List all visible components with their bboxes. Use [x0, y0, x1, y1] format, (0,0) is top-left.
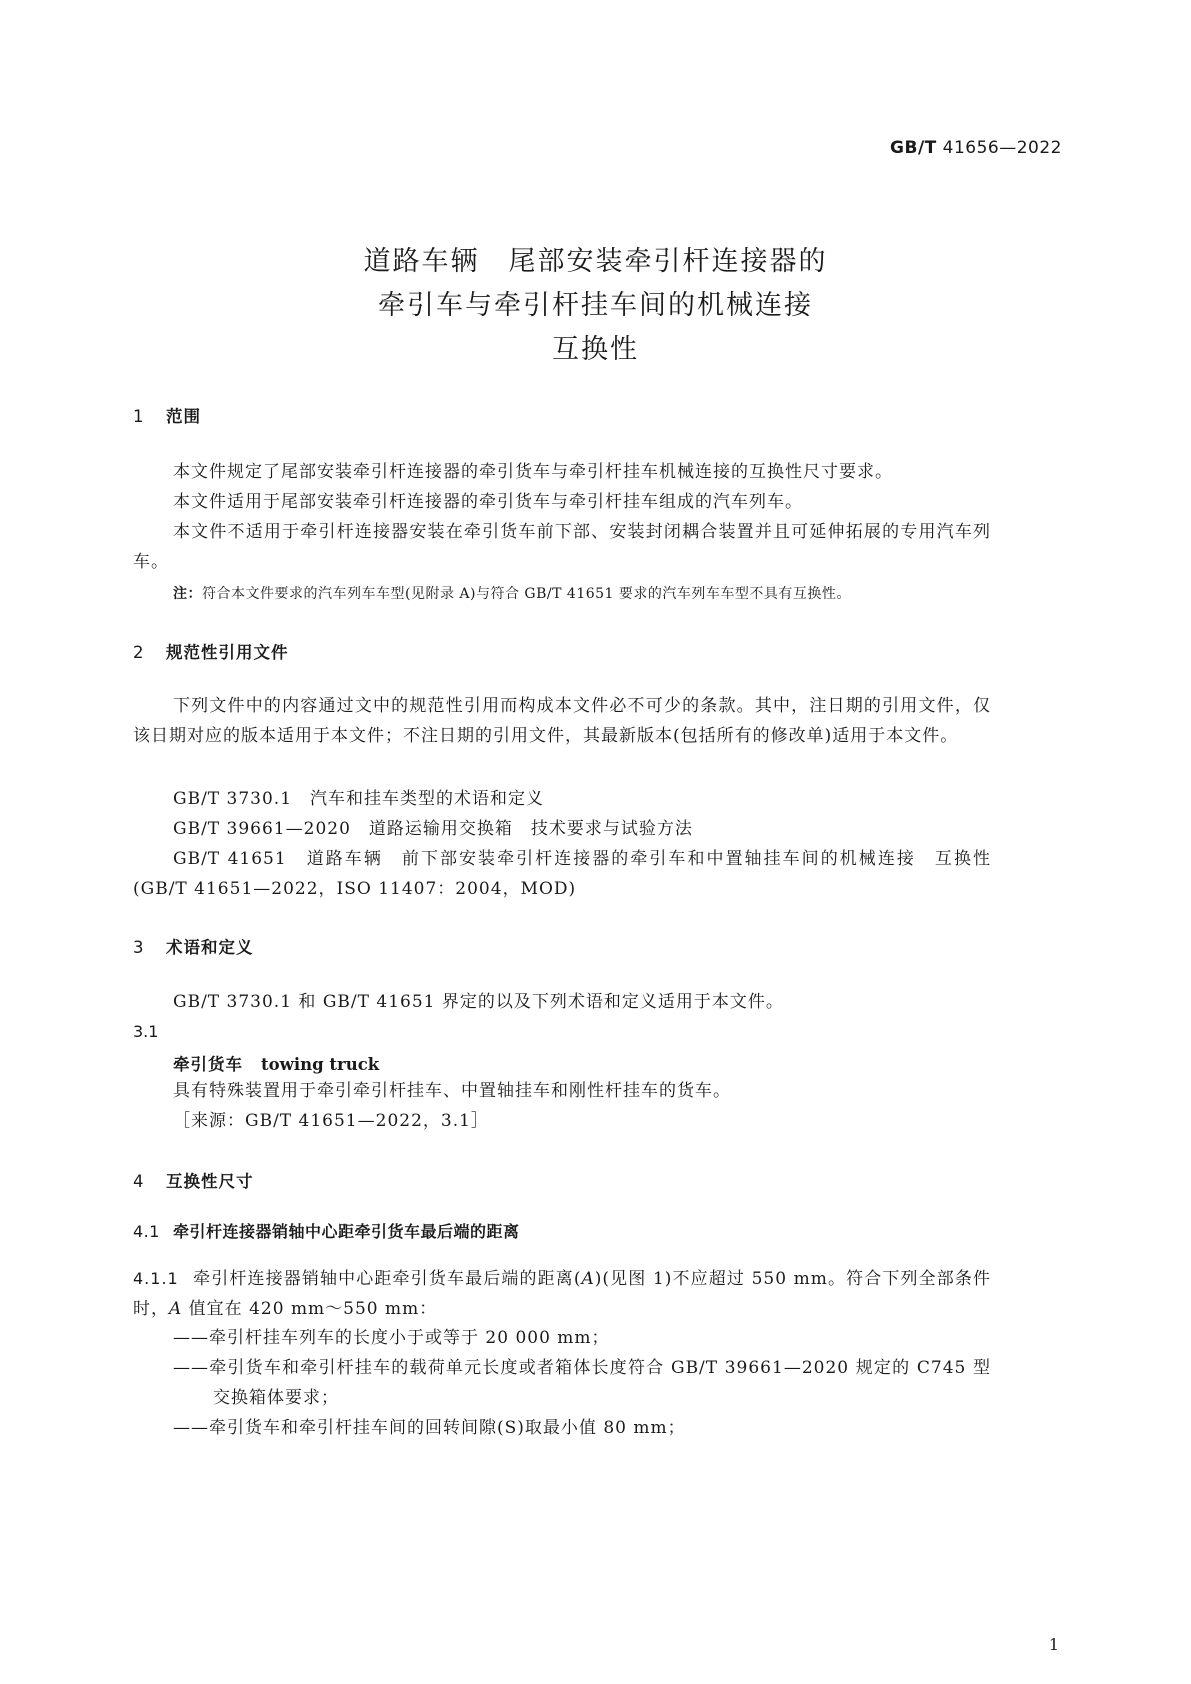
section-number: 1 [133, 407, 145, 426]
term-definition: 具有特殊装置用于牵引牵引杆挂车、中置轴挂车和刚性杆挂车的货车。 [173, 1081, 731, 1101]
subsection-title: 牵引杆连接器销轴中心距牵引货车最后端的距离 [173, 1222, 520, 1241]
section-3-heading [133, 934, 254, 958]
reference-item: GB/T 41651 道路车辆 前下部安装牵引杆连接器的牵引车和中置轴挂车间的机械连接 互换性(GB/T 41651—2022，ISO 11407：2004，MOD) [133, 849, 991, 899]
document-title [0, 240, 1191, 372]
note-label: 注： [173, 586, 202, 602]
clause-text-start: 牵引杆连接器销轴中心距牵引货车最后端的距离( [193, 1269, 582, 1289]
section-1-para-2: 本文件适用于尾部安装牵引杆连接器的牵引货车与牵引杆挂车组成的汽车列车。 [173, 492, 803, 512]
reference-item: GB/T 3730.1 汽车和挂车类型的术语和定义 [173, 789, 545, 809]
list-item: ——牵引货车和牵引杆挂车的载荷单元长度或者箱体长度符合 GB/T 39661—2020 规定的 C745 型交换箱体要求； [173, 1358, 991, 1408]
standard-prefix: GB/T [890, 138, 937, 158]
note-text: 符合本文件要求的汽车列车车型(见附录 A)与符合 GB/T 41651 要求的汽车列车车型不具有互换性。 [202, 586, 851, 602]
variable-a: A [581, 1269, 595, 1289]
standard-code: 41656—2022 [942, 138, 1062, 158]
clause-4-1-1 [133, 1264, 991, 1324]
term-number: 3.1 [133, 1022, 159, 1041]
term-entry [173, 1051, 379, 1075]
page-number: 1 [1048, 1635, 1059, 1654]
list-item: ——牵引货车和牵引杆挂车间的回转间隙(S)取最小值 80 mm； [173, 1418, 686, 1438]
section-1-para-1: 本文件规定了尾部安装牵引杆连接器的牵引货车与牵引杆挂车机械连接的互换性尺寸要求。 [173, 462, 893, 482]
list-item: ——牵引杆挂车列车的长度小于或等于 20 000 mm； [173, 1328, 610, 1348]
section-2-heading [133, 639, 289, 663]
term-english: towing truck [261, 1055, 380, 1074]
section-3-intro: GB/T 3730.1 和 GB/T 41651 界定的以及下列术语和定义适用于本文件。 [173, 992, 784, 1012]
title-line-3: 互换性 [552, 334, 639, 365]
subsection-4-1-heading [133, 1219, 520, 1242]
section-title: 规范性引用文件 [166, 643, 289, 662]
section-number: 4 [133, 1172, 145, 1191]
section-1-heading [133, 403, 201, 427]
section-title: 术语和定义 [166, 938, 254, 957]
title-line-2: 牵引车与牵引杆挂车间的机械连接 [378, 290, 813, 321]
clause-number: 4.1.1 [133, 1269, 179, 1288]
standard-number [890, 138, 1062, 158]
term-source: ［来源：GB/T 41651—2022，3.1］ [173, 1111, 489, 1131]
section-4-heading [133, 1168, 254, 1192]
section-1-para-3: 本文件不适用于牵引杆连接器安装在牵引货车前下部、安装封闭耦合装置并且可延伸拓展的专用汽车列车。 [133, 522, 991, 572]
section-title: 范围 [166, 407, 201, 426]
reference-item: GB/T 39661—2020 道路运输用交换箱 技术要求与试验方法 [173, 819, 693, 839]
clause-text-mid: )(见图 1)不应超过 550 mm。符合下列全部条件时， [133, 1269, 991, 1319]
section-1-note [173, 583, 851, 603]
section-number: 3 [133, 938, 145, 957]
term-chinese: 牵引货车 [173, 1055, 243, 1074]
variable-a: A [169, 1299, 183, 1319]
subsection-number: 4.1 [133, 1222, 160, 1241]
clause-text-end: 值宜在 420 mm～550 mm： [182, 1299, 438, 1319]
section-number: 2 [133, 643, 145, 662]
section-title: 互换性尺寸 [166, 1172, 254, 1191]
section-2-intro: 下列文件中的内容通过文中的规范性引用而构成本文件必不可少的条款。其中，注日期的引用文件，仅该日期对应的版本适用于本文件；不注日期的引用文件，其最新版本(包括所有的修改单)适用于本文件。 [133, 696, 991, 746]
title-line-1: 道路车辆 尾部安装牵引杆连接器的 [363, 246, 828, 277]
